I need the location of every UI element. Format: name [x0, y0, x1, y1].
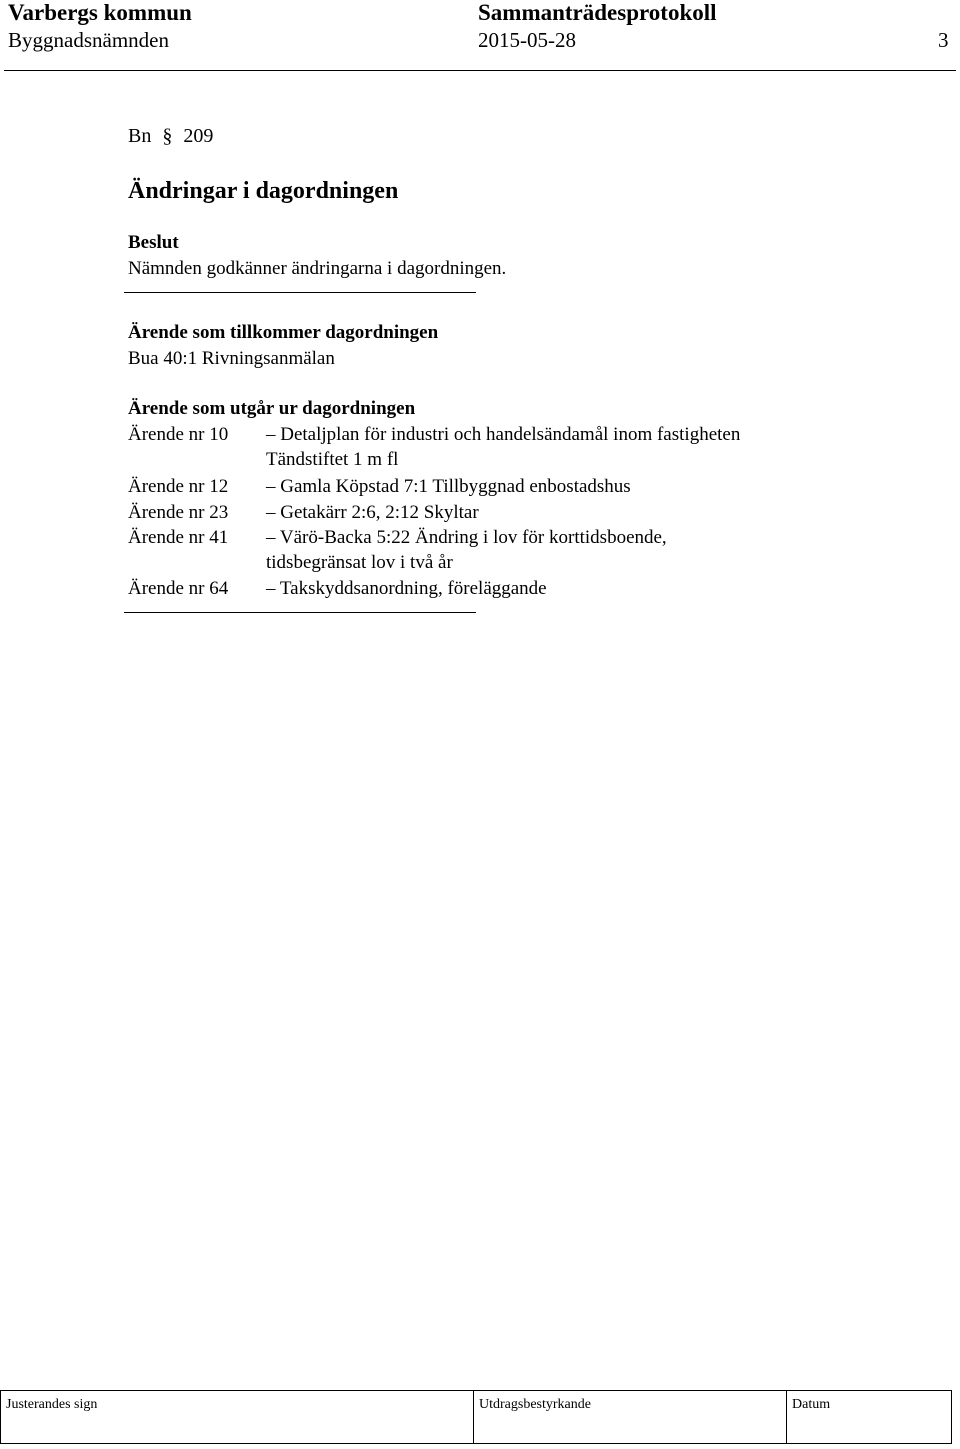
header-divider: [4, 70, 956, 71]
item-text: – Getakärr 2:6, 2:12 Skyltar: [266, 502, 479, 523]
item-label: Ärende nr 10: [128, 424, 229, 445]
list-item: [128, 576, 547, 601]
meeting-date: 2015-05-28: [478, 28, 576, 52]
item-text: – Takskyddsanordning, föreläggande: [266, 578, 547, 599]
organization-name: Varbergs kommun: [8, 0, 192, 25]
list-item: [128, 525, 667, 575]
list-item: [128, 500, 479, 525]
paragraph-prefix: Bn: [128, 125, 152, 147]
item-continuation: tidsbegränsat lov i två år: [266, 552, 453, 573]
sign-label: Justerandes sign: [6, 1397, 98, 1412]
decision-text: Nämnden godkänner ändringarna i dagordningen.: [128, 258, 507, 279]
paragraph-value: 209: [183, 125, 214, 147]
document-type: Sammanträdesprotokoll: [478, 0, 717, 25]
list-item: [128, 474, 631, 499]
page-title: Ändringar i dagordningen: [128, 178, 399, 204]
added-item: Bua 40:1 Rivningsanmälan: [128, 348, 335, 369]
item-label: Ärende nr 12: [128, 476, 229, 497]
signature-footer: [0, 1390, 952, 1444]
section-divider-top: [124, 292, 476, 293]
certification-label: Utdragsbestyrkande: [479, 1397, 591, 1412]
item-continuation: Tändstiftet 1 m fl: [266, 449, 399, 470]
decision-heading: Beslut: [128, 232, 179, 253]
paragraph-number: [128, 124, 213, 149]
committee-name: Byggnadsnämnden: [8, 28, 169, 52]
date-cell: [786, 1391, 951, 1443]
item-text: – Gamla Köpstad 7:1 Tillbyggnad enbostadshus: [266, 476, 631, 497]
item-label: Ärende nr 64: [128, 578, 229, 599]
list-item: [128, 422, 740, 472]
added-heading: Ärende som tillkommer dagordningen: [128, 322, 439, 343]
item-label: Ärende nr 41: [128, 527, 229, 548]
certification-cell: [473, 1391, 786, 1443]
item-text: – Värö-Backa 5:22 Ändring i lov för korttidsboende,: [266, 527, 667, 548]
item-text: – Detaljplan för industri och handelsändamål inom fastigheten: [266, 424, 741, 445]
removed-heading: Ärende som utgår ur dagordningen: [128, 398, 416, 419]
item-label: Ärende nr 23: [128, 502, 229, 523]
date-label: Datum: [792, 1397, 831, 1412]
section-sign: §: [162, 125, 173, 147]
section-divider-bottom: [124, 612, 476, 613]
page-number: 3: [938, 28, 949, 52]
sign-cell: [1, 1391, 473, 1443]
